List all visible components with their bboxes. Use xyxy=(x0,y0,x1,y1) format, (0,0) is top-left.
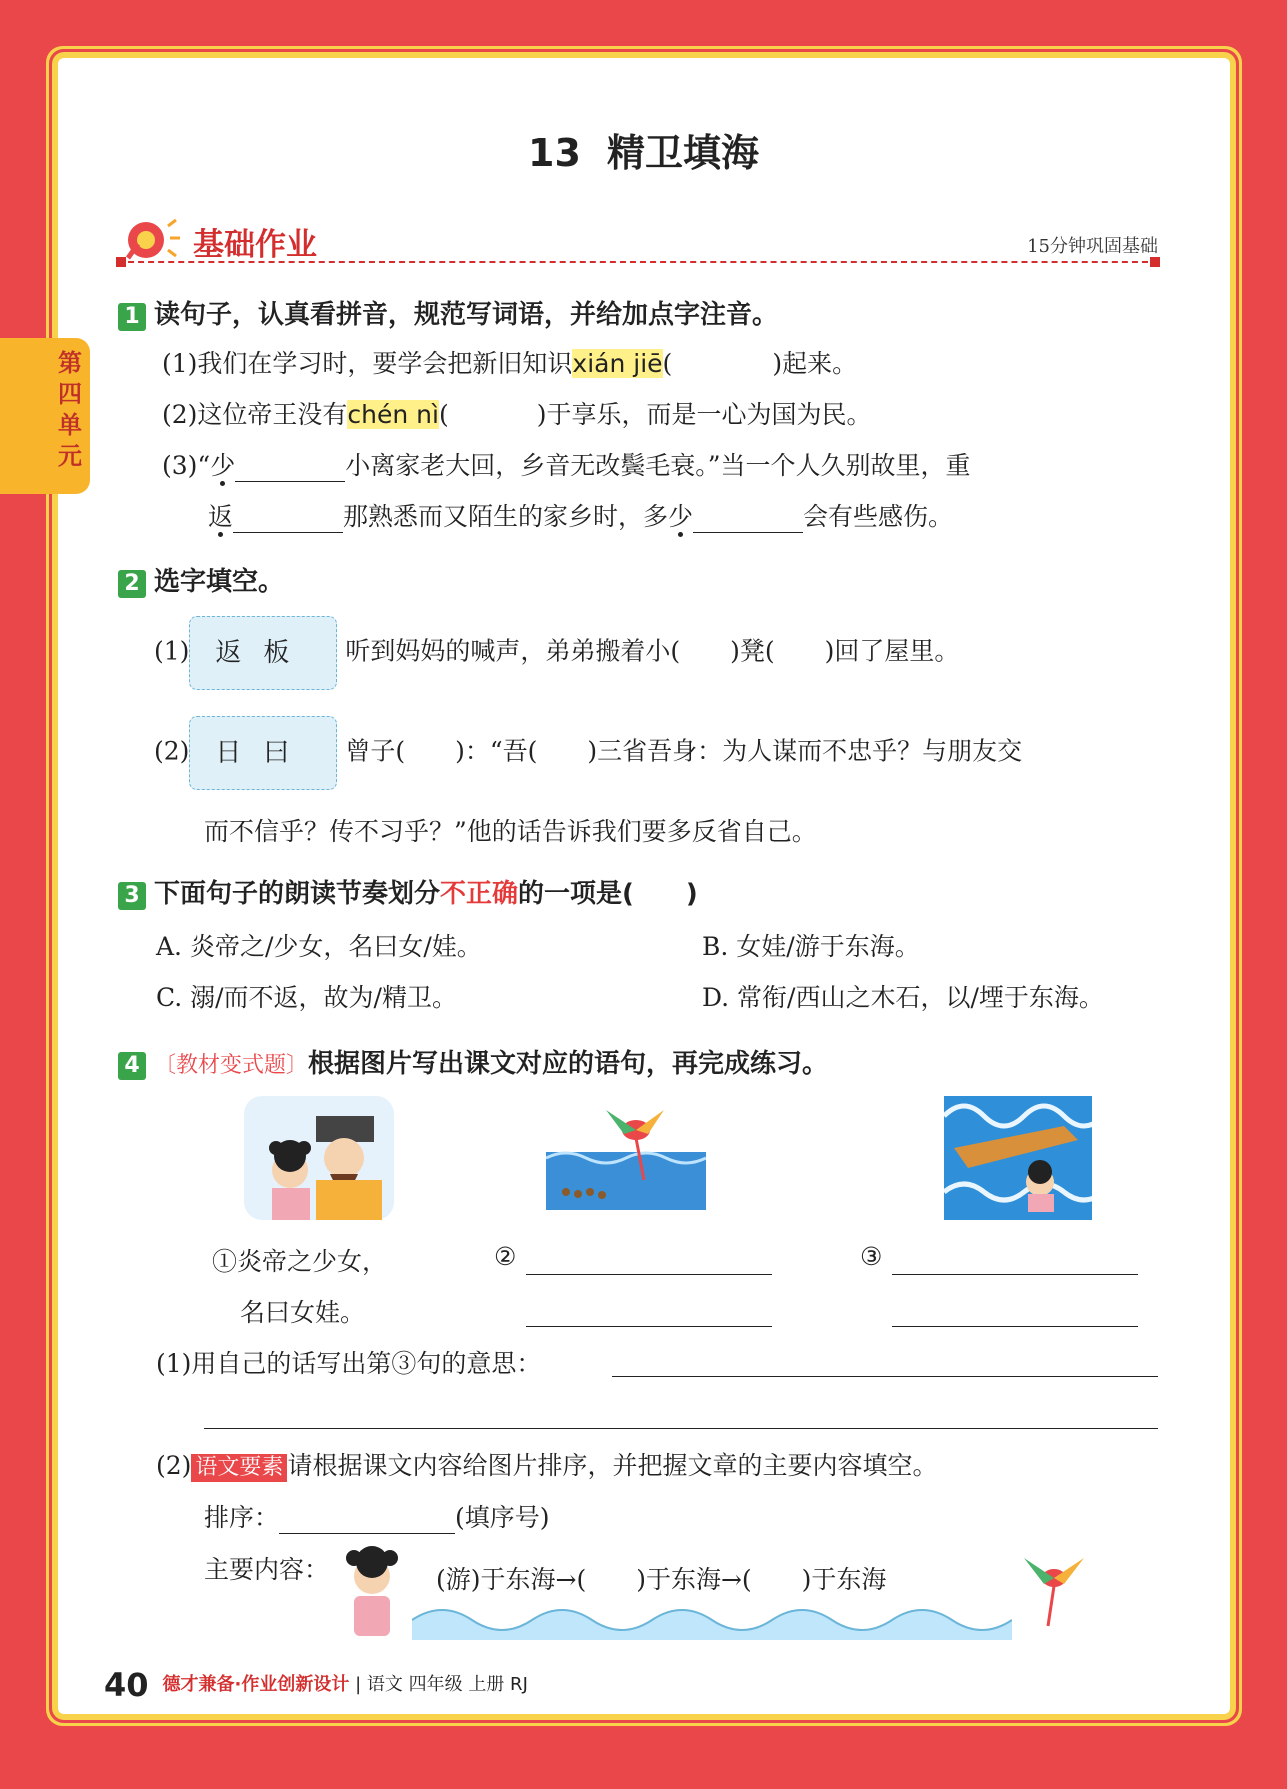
answer-blank[interactable] xyxy=(449,405,537,431)
text: (2)这位帝王没有 xyxy=(162,400,348,429)
question-prompt: 选字填空。 xyxy=(154,567,285,597)
question-prompt: 的一项是( ) xyxy=(518,879,698,909)
caption-1-cont: 名曰女娃。 xyxy=(240,1298,366,1327)
text: 曾子( )：“吾( )三省吾身：为人谋而不忠乎？与朋友交 xyxy=(345,736,1023,766)
question-tag: 〔教材变式题〕 xyxy=(154,1053,309,1078)
footer-brand: 德才兼备·作业创新设计 xyxy=(162,1674,350,1695)
option-d[interactable]: D. 常衔/西山之木石，以/堙于东海。 xyxy=(702,983,1104,1012)
caption-2-line-2[interactable] xyxy=(526,1294,772,1327)
divider-end-left xyxy=(116,257,126,267)
page-number: 40 xyxy=(104,1666,149,1704)
order-label: 排序： xyxy=(204,1503,280,1532)
emperor-girl-illustration xyxy=(244,1096,394,1220)
caption-3-line-1[interactable] xyxy=(892,1242,1138,1275)
sub-question-2 xyxy=(156,1446,937,1482)
answer-blank[interactable] xyxy=(693,506,803,533)
caption-2-label: ② xyxy=(494,1242,517,1271)
caption-3-line-2[interactable] xyxy=(892,1294,1138,1327)
text: )于享乐，而是一心为国为民。 xyxy=(536,400,872,429)
question-number: 1 xyxy=(118,303,146,331)
item-label: (2) xyxy=(156,1451,192,1480)
question-number: 3 xyxy=(118,882,146,910)
item-label: (2) xyxy=(154,736,190,766)
text: 小离家老大回，乡音无改鬓毛衰。”当一个人久别故里，重 xyxy=(345,451,971,480)
text: )起来。 xyxy=(772,349,858,378)
order-blank[interactable] xyxy=(279,1507,455,1534)
q2-row-2 xyxy=(154,716,1022,790)
answer-blank[interactable] xyxy=(235,455,345,482)
text: (1)我们在学习时，要学会把新旧知识 xyxy=(162,349,573,378)
unit-side-tab xyxy=(0,338,90,494)
lesson-number: 13 xyxy=(528,131,581,175)
text: (3)“ xyxy=(162,451,211,480)
dotted-char: 返 xyxy=(208,502,234,531)
caption-1: ①炎帝之少女， xyxy=(212,1247,388,1276)
text: 会有些感伤。 xyxy=(803,502,954,531)
section-divider xyxy=(118,261,1158,263)
q1-sentence-3 xyxy=(162,446,971,482)
q1-sentence-3-cont xyxy=(208,497,953,533)
unit-side-tab-label: 第四单元 xyxy=(58,349,82,470)
caption-3-label: ③ xyxy=(860,1242,883,1271)
dotted-char: 少 xyxy=(668,502,694,531)
footer-book-info: | 语文 四年级 上册 RJ xyxy=(355,1674,528,1695)
item-label: (1) xyxy=(154,636,190,666)
dotted-char: 少 xyxy=(210,451,236,480)
question-3-heading xyxy=(118,873,698,910)
text: 听到妈妈的喊声，弟弟搬着小( )凳( )回了屋里。 xyxy=(345,636,960,666)
question-prompt: 下面句子的朗读节奏划分 xyxy=(154,879,441,909)
text: 那熟悉而又陌生的家乡时，多 xyxy=(343,502,669,531)
char-choice-box: 返板 xyxy=(189,616,337,690)
order-hint: (填序号) xyxy=(455,1503,550,1532)
bird-over-sea-illustration xyxy=(546,1100,706,1210)
section-header xyxy=(118,214,1158,264)
girl-nuwa-icon xyxy=(336,1546,408,1636)
main-content-flow: (游)于东海→( )于东海→( )于东海 xyxy=(436,1565,887,1594)
question-number: 2 xyxy=(118,570,146,598)
option-c[interactable]: C. 溺/而不返，故为/精卫。 xyxy=(156,983,457,1012)
footer xyxy=(104,1666,528,1704)
q1-sentence-2 xyxy=(162,395,872,431)
divider-end-right xyxy=(1150,257,1160,267)
yuwen-element-tag: 语文要素 xyxy=(191,1454,287,1482)
question-prompt: 根据图片写出课文对应的语句，再完成练习。 xyxy=(308,1049,829,1079)
q2-row-1 xyxy=(154,616,959,690)
question-4-heading xyxy=(118,1043,828,1080)
lesson-title xyxy=(0,122,1287,177)
emphasis-text: 不正确 xyxy=(440,879,519,909)
answer-blank[interactable] xyxy=(672,354,772,380)
question-number: 4 xyxy=(118,1052,146,1080)
lesson-name: 精卫填海 xyxy=(606,131,759,175)
question-1-heading xyxy=(118,294,778,331)
question-prompt: 读句子，认真看拼音，规范写词语，并给加点字注音。 xyxy=(154,300,779,330)
char-choice-box: 日曰 xyxy=(189,716,337,790)
pinyin: chén nì xyxy=(347,400,439,429)
section-time-note: 15分钟巩固基础 xyxy=(1027,236,1158,257)
main-content-label: 主要内容： xyxy=(204,1555,330,1584)
section-label: 基础作业 xyxy=(193,227,317,263)
sub-question-1-line-2[interactable] xyxy=(204,1394,1158,1429)
sub-question-1: (1)用自己的话写出第③句的意思： xyxy=(156,1349,542,1378)
text: 请根据课文内容给图片排序，并把握文章的主要内容填空。 xyxy=(287,1451,938,1480)
answer-blank[interactable] xyxy=(233,506,343,533)
bell-icon xyxy=(118,214,188,264)
text: ( xyxy=(438,400,449,429)
option-a[interactable]: A. 炎帝之/少女，名曰女/娃。 xyxy=(156,932,482,961)
order-row xyxy=(204,1498,550,1534)
q1-sentence-1 xyxy=(162,344,857,380)
question-2-heading xyxy=(118,561,284,598)
girl-drowning-illustration xyxy=(944,1096,1092,1220)
jingwei-bird-icon xyxy=(1018,1546,1090,1630)
caption-2-line-1[interactable] xyxy=(526,1242,772,1275)
option-b[interactable]: B. 女娃/游于东海。 xyxy=(702,932,920,961)
q2-row-2-cont: 而不信乎？传不习乎？”他的话告诉我们要多反省自己。 xyxy=(204,817,817,846)
text: ( xyxy=(662,349,673,378)
wave-banner xyxy=(412,1590,1012,1640)
sub-question-1-line-1[interactable] xyxy=(612,1344,1158,1377)
pinyin: xián jiē xyxy=(572,349,663,378)
